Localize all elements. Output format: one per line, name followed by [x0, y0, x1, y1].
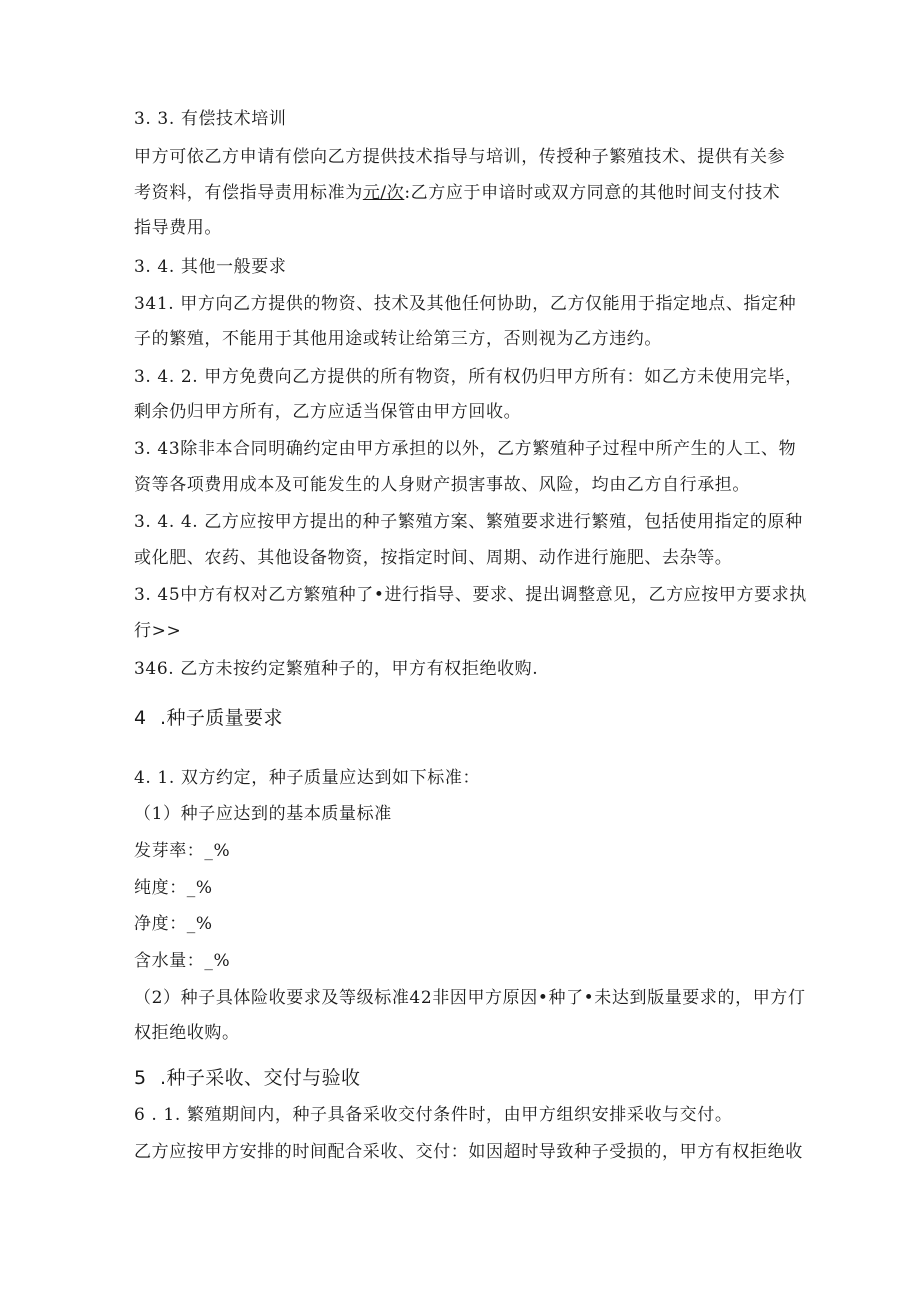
section-3-3-title: 3. 3. 有偿技术培训 [134, 109, 287, 129]
section-number: 4 [134, 707, 147, 729]
paragraph-line [134, 182, 780, 204]
text-span: 考资料，有偿指导责用标准为 [134, 183, 363, 203]
clause-3-4-2-line1: 3. 4. 2. 甲方免费向乙方提供的所有物资，所有权仍归甲方所有：如乙方未使用完毕， [134, 367, 803, 387]
clause-4-1: 4. 1. 双方约定，种子质量应达到如下标准： [134, 768, 481, 788]
clause-3-4-4-line1: 3. 4. 4. 乙方应按甲方提出的种子繁殖方案、繁殖要求进行繁殖，包括使用指定的原种 [134, 512, 803, 532]
clause-3-4-2-line2: 剩余仍归甲方所有，乙方应适当保管由甲方回收。 [134, 402, 522, 422]
clause-3-4-3-line2: 资等各项费用成本及可能发生的人身财产损害事故、风险，均由乙方自行承担。 [134, 475, 750, 495]
clause-3-4-4-line2: 或化肥、农药、其他设备物资，按指定时间、周期、动作进行施肥、去杂等。 [134, 548, 733, 568]
clause-4-1-sub: （1）种子应达到的基本质量标准 [134, 804, 392, 824]
clause-3-4-5-line1: 3. 45中方有权对乙方繁殖种了•进行指导、要求、提出调整意见，乙方应按甲方要求执 [134, 585, 807, 605]
fee-unit-underlined: 元/次 [362, 183, 405, 203]
clause-3-4-1-line2: 子的繁殖，不能用于其他用途或转让给第三方，否则视为乙方违约。 [134, 329, 662, 349]
clause-4-2-line1: （2）种子具体险收要求及等级标准42非因甲方原因•种了•未达到版量要求的，甲方仃 [134, 988, 806, 1008]
purity: 纯度：_% [134, 878, 213, 898]
clause-5-1: 6 . 1. 繁殖期间内，种子具备采收交付条件时，由甲方组织安排采收与交付。 [134, 1105, 733, 1125]
paragraph-line: 甲方可依乙方申请有偿向乙方提供技术指导与培训，传授种子繁殖技术、提供有关参 [134, 147, 786, 167]
clause-3-4-5-line2: 行>> [134, 621, 182, 641]
clause-4-2-line2: 权拒绝收购。 [134, 1023, 240, 1043]
clause-5-1-cont: 乙方应按甲方安排的时间配合采收、交付：如因超时导致种子受损的，甲方有权拒绝收 [134, 1142, 803, 1162]
paragraph-line: 指导费用。 [134, 218, 222, 238]
moisture-content: 含水量：_% [134, 951, 231, 971]
section-4-heading [134, 706, 283, 730]
text-span: :乙方应于申谙时或双方同意的其他时间支付技术 [404, 183, 781, 203]
section-number: 5 [134, 1067, 147, 1089]
germination-rate: 发芽率：_% [134, 841, 231, 861]
clause-3-4-6: 346. 乙方未按约定繁殖种子的，甲方有权拒绝收购. [134, 659, 539, 679]
section-title: .种子采收、交付与验收 [160, 1067, 361, 1089]
clause-3-4-3-line1: 3. 43除非本合同明确约定由甲方承担的以外，乙方繁殖种子过程中所产生的人工、物 [134, 439, 797, 459]
section-title: .种子质量要求 [160, 707, 283, 729]
section-3-4-title: 3. 4. 其他一般要求 [134, 257, 287, 277]
clause-3-4-1-line1: 341. 甲方向乙方提供的物资、技术及其他任何协助，乙方仅能用于指定地点、指定种 [134, 294, 797, 314]
cleanliness: 净度：_% [134, 914, 213, 934]
section-5-heading [134, 1066, 360, 1090]
